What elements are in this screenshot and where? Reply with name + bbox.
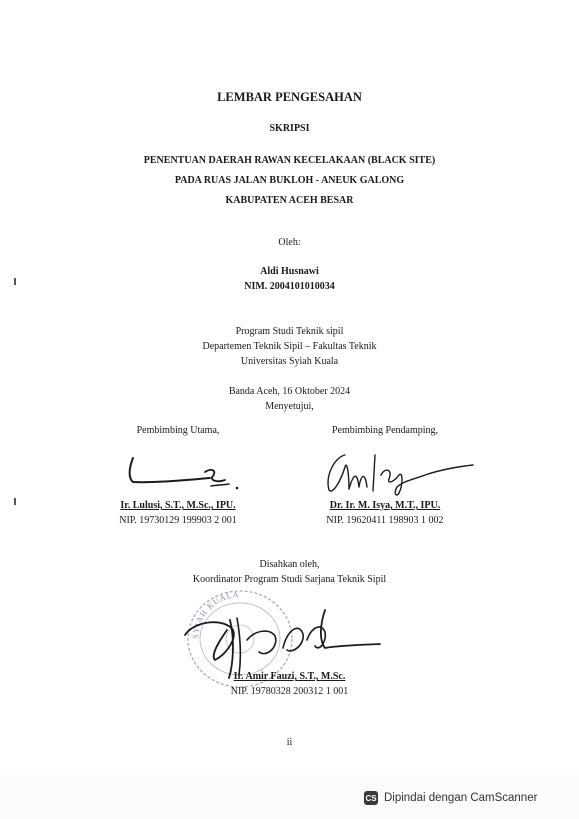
author-name: Aldi Husnawi — [260, 266, 319, 277]
scan-edge-mark — [14, 498, 16, 505]
ratified-label: Disahkan oleh, — [259, 559, 320, 570]
approved-label: Menyetujui, — [265, 401, 314, 412]
supervisor-main-nip: NIP. 19730129 199903 2 001 — [119, 515, 237, 526]
scanner-text: Dipindai dengan CamScanner — [384, 792, 538, 804]
supervisor-co-nip: NIP. 19620411 198903 1 002 — [326, 515, 444, 526]
supervisor-co-name: Dr. Ir. M. Isya, M.T., IPU. — [329, 500, 441, 511]
supervisor-co-signature — [315, 445, 475, 500]
thesis-title-line-3: KABUPATEN ACEH BESAR — [225, 195, 354, 206]
thesis-title-line-1: PENENTUAN DAERAH RAWAN KECELAKAAN (BLACK SITE) — [143, 155, 436, 166]
scan-edge-mark — [14, 278, 16, 285]
coordinator-name: Ir. Amir Fauzi, S.T., M.Sc. — [233, 671, 346, 682]
place-date: Banda Aceh, 16 Oktober 2024 — [228, 386, 351, 397]
institution-line-2: Departemen Teknik Sipil – Fakultas Teknik — [202, 341, 377, 352]
author-nim: NIM. 2004101010034 — [244, 281, 335, 292]
supervisor-main-name: Ir. Lulusi, S.T., M.Sc., IPU. — [120, 500, 236, 511]
supervisor-co-role: Pembimbing Pendamping, — [331, 425, 439, 436]
camscanner-logo-icon: CS — [364, 791, 378, 805]
thesis-title-line-2: PADA RUAS JALAN BUKLOH - ANEUK GALONG — [174, 175, 405, 186]
camscanner-watermark — [364, 789, 537, 807]
page-number: ii — [286, 737, 293, 748]
supervisor-main-role: Pembimbing Utama, — [136, 425, 220, 436]
coordinator-signature — [175, 600, 385, 680]
document-type: SKRIPSI — [269, 123, 310, 134]
by-label: Oleh: — [278, 237, 301, 248]
coordinator-role: Koordinator Program Studi Sarjana Teknik Sipil — [192, 574, 387, 585]
stamp-text: SYIAH KUALA — [190, 589, 240, 640]
supervisor-main-signature — [125, 450, 245, 495]
institution-line-1: Program Studi Teknik sipil — [235, 326, 344, 337]
coordinator-nip: NIP. 19780328 200312 1 001 — [230, 686, 349, 697]
page-title: LEMBAR PENGESAHAN — [217, 90, 362, 104]
institution-line-3: Universitas Syiah Kuala — [240, 356, 339, 367]
